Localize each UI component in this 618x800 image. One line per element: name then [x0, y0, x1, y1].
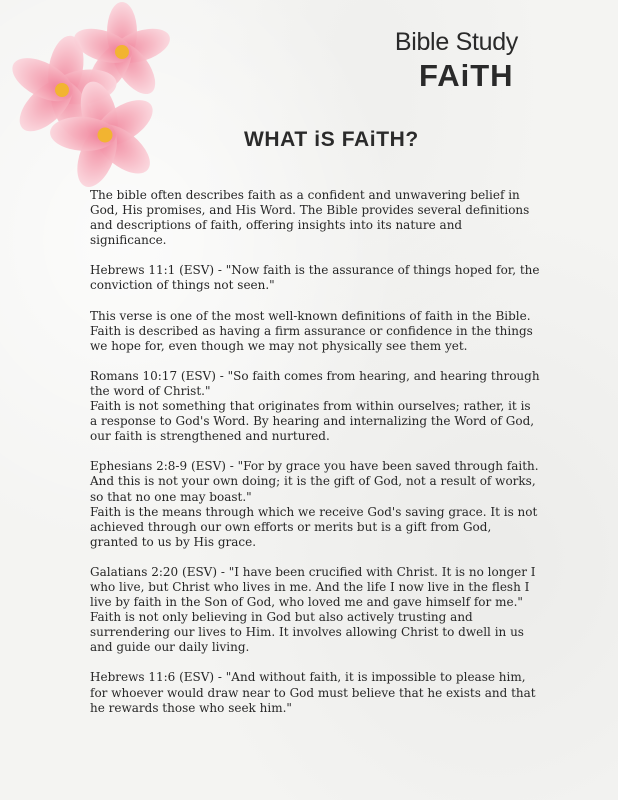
paragraph-line: Hebrews 11:6 (ESV) - "And without faith, it is impossible to please him, for whoever would draw near to God must believe that he exists and that he rewards those who seek him.": [90, 670, 536, 715]
paragraph: [90, 670, 540, 715]
paragraph-line: Faith is the means through which we receive God's saving grace. It is not achieved through our own efforts or merits but is a gift from God, granted to us by His grace.: [90, 504, 538, 549]
paragraph-line: Faith is not something that originates from within ourselves; rather, it is a response to God's Word. By hearing and internalizing the Word of God, our faith is strengthened and nurtured.: [90, 399, 535, 444]
paragraph: [90, 309, 540, 354]
paragraph: [90, 459, 540, 550]
header-title-text: Bible Study: [394, 28, 518, 56]
paragraph: [90, 188, 540, 248]
paragraph: [90, 565, 540, 656]
paragraph-line: Romans 10:17 (ESV) - "So faith comes from hearing, and hearing through the word of Christ.": [90, 368, 540, 398]
paragraph-line: This verse is one of the most well-known definitions of faith in the Bible. Faith is described as having a firm assurance or confidence in the things we hope for, even though we may not physically see them yet.: [90, 308, 533, 353]
header-subtitle: FAiTH: [419, 58, 514, 93]
pink-flowers-icon: [0, 0, 180, 190]
section-heading: WHAT iS FAiTH?: [244, 128, 419, 151]
paragraph: [90, 369, 540, 444]
paragraph-line: The bible often describes faith as a confident and unwavering belief in God, His promises, and His Word. The Bible provides several definitions and descriptions of faith, offering insights into its nature and significance.: [90, 188, 530, 248]
body-text: [90, 188, 540, 731]
paragraph: [90, 263, 540, 293]
paragraph-line: Ephesians 2:8-9 (ESV) - "For by grace you have been saved through faith. And this is not your own doing; it is the gift of God, not a result of works, so that no one may boast.": [90, 459, 539, 504]
paragraph-line: Hebrews 11:1 (ESV) - "Now faith is the assurance of things hoped for, the conviction of things not seen.": [90, 263, 540, 293]
paragraph-line: Galatians 2:20 (ESV) - "I have been crucified with Christ. It is no longer I who live, but Christ who lives in me. And the life I now live in the flesh I live by faith in the Son of God, who loved me and gave himself for me.": [90, 564, 536, 610]
paragraph-line: Faith is not only believing in God but also actively trusting and surrendering our lives to Him. It involves allowing Christ to dwell in us and guide our daily living.: [90, 610, 524, 655]
